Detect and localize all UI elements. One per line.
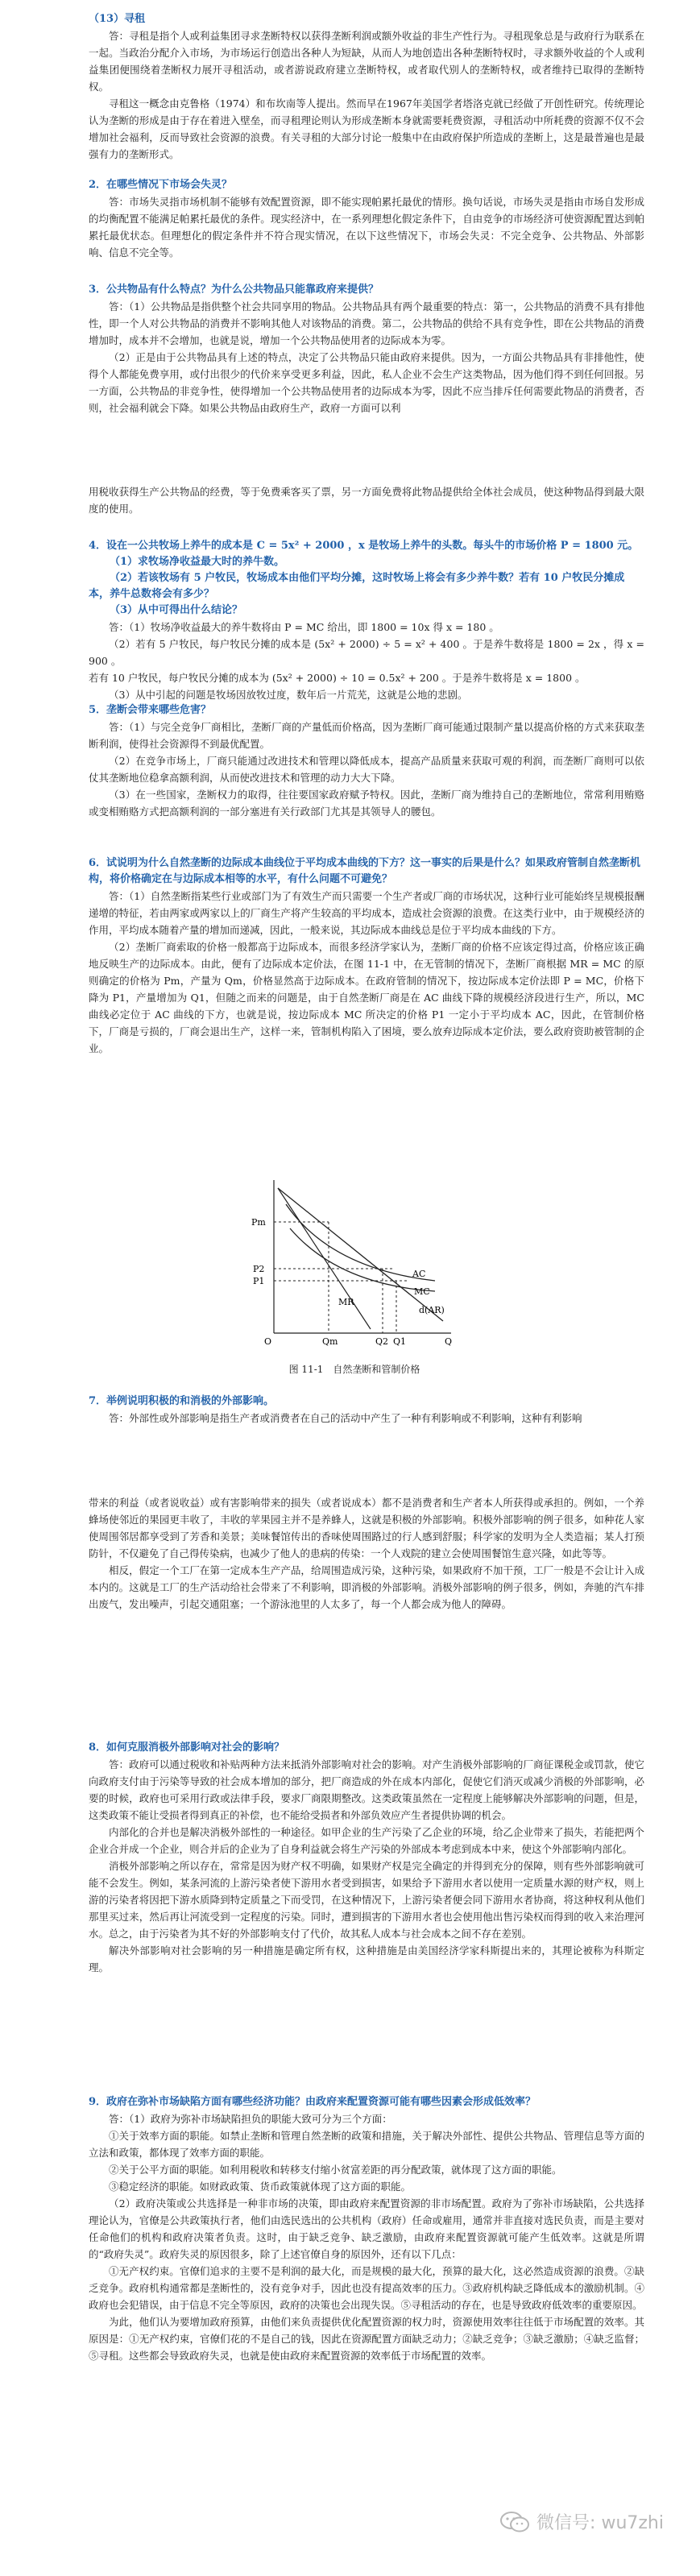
wechat-watermark (499, 2509, 664, 2534)
answer-paragraph: （2）垄断厂商索取的价格一般都高于边际成本，而很多经济学家认为，垄断厂商的价格不应该定得过高，价格应该正确地反映生产的边际成本。由此，便有了边际成本定价法，在图 11-1 中，在无管制的情况下，垄断厂商根据 MR = MC 的原则确定的价格为 Pm，产量为 Qm，价格显然高于边际成本。在政府管制的情况下，按边际成本定价法即 P = MC，价格下降为 P1，产量增加为 Q1，但随之而来的问题是，由于自然垄断厂商是在 AC 曲线下降的规模经济段进行生产，所以，MC 曲线必定位于 AC 曲线的下方，也就是说，按边际成本 MC 所决定的价格 P1 一定小于平均成本 AC，因此，在管制价格下，厂商是亏损的，厂商会退出生产，这样一来，管制机构陷入了困境，要么放弃边际成本定价法，要么政府资助被管制的企业。 (89, 941, 644, 1054)
heading-rent-seeking: （13）寻租 (89, 13, 146, 25)
mc-curve (290, 1228, 435, 1291)
question-7-continued (89, 1494, 644, 1613)
answer-paragraph: （2）若有 5 户牧民，每户牧民分摊的成本是 (5x² + 2000) ÷ 5 = x² + 400 。于是养牛数将是 1800 = 2x ，得 x = 900 。 (89, 638, 644, 667)
question-sub: （2）若该牧场有 5 户牧民，牧场成本由他们平均分摊，这时牧场上将会有多少养牛数？若有 10 户牧民分摊成本，养牛总数将会有多少？ (89, 572, 625, 600)
label-p1: P1 (253, 1276, 265, 1286)
question-9 (89, 2094, 644, 2364)
question-3-continued (89, 483, 644, 517)
answer-paragraph: 带来的利益（或者说收益）或有害影响带来的损失（或者说成本）都不是消费者和生产者本人所获得或承担的。例如，一个养蜂场使邻近的果园更丰收了，丰收的苹果园主并不是养蜂人，这就是积极的外部影响。积极外部影响的例子很多，如种花人家使周围邻居都享受到了芳香和美景；美味餐馆传出的香味使周围路过的行人感到舒服；科学家的发明为全人类造福；某人打预防针，不仅避免了自己得传染病，也减少了他人的患病的传染：一个人戏院的建立会使周围餐馆生意兴隆，如此等等。 (89, 1497, 644, 1559)
label-origin: O (264, 1336, 272, 1347)
answer-paragraph: ①无产权约束。官僚们追求的主要不是利润的最大化，而是规模的最大化，预算的最大化，这必然造成资源的浪费。②缺乏竞争。政府机构通常都是垄断性的，没有竞争对手，因此也没有提高效率的压力。③政府机构缺乏降低成本的激励机制。④政府也会犯错误，由于信息不完全等原因，政府的决策也会出现失误。⑤寻租活动的存在，也是导致政府低效率的重要原因。 (89, 2265, 644, 2311)
figure-caption: 图 11-1 自然垄断和管制价格 (288, 1364, 420, 1375)
watermark-text: 微信号: wu7zhi (536, 2513, 664, 2533)
label-q1: Q1 (393, 1336, 407, 1347)
question-heading: 2．在哪些情况下市场会失灵？ (89, 179, 233, 191)
question-heading: 5．垄断会带来哪些危害？ (89, 704, 212, 716)
answer-paragraph: 用税收获得生产公共物品的经费，等于免费乘客买了票，另一方面免费将此物品提供给全体社会成员，使这种物品得到最大限度的使用。 (89, 486, 644, 515)
question-5 (89, 702, 644, 820)
answer-paragraph: 相反，假定一个工厂在第一定成本生产产品，给周围造成污染，这种污染，如果政府不加干预，工厂一般是不会让计入成本内的。这就是工厂的生产活动给社会带来了不利影响，即消极的外部影响。消极外部影响的例子很多，例如，奔驰的汽车排出废气，发出噪声，引起交通阻塞；一个游泳池里的人太多了，每一个人都会成为他人的障碍。 (89, 1564, 644, 1610)
label-mc: MC (414, 1286, 430, 1297)
label-qm: Qm (322, 1336, 338, 1347)
question-8 (89, 1740, 644, 1976)
question-sub: （1）求牧场净收益最大时的养牛数。 (110, 556, 285, 568)
question-heading: 3．公共物品有什么特点？为什么公共物品只能靠政府来提供？ (89, 284, 379, 296)
answer-paragraph: 答：政府可以通过税收和补贴两种方法来抵消外部影响对社会的影响。对产生消极外部影响的厂商征课税金或罚款，使它向政府支付由于污染等导致的社会成本增加的部分，把厂商造成的外在成本内部化，促使它们消灭或减少消极的外部影响，必要的时候，政府也可采用行政或法律手段，要求厂商限期整改。这类政策虽然在一定程度上能够解决外部影响的问题，但是，这类政策不能让受损者得到真正的补偿，也不能给受损者和外部负效应产生者提供协调的机会。 (89, 1758, 644, 1821)
answer-paragraph: 答：（1）政府为弥补市场缺陷担负的职能大致可分为三个方面： (109, 2113, 392, 2125)
label-mr: MR (338, 1297, 354, 1307)
answer-paragraph: 答：（1）与完全竞争厂商相比，垄断厂商的产量低而价格高，因为垄断厂商可能通过限制产量以提高价格的方式来获取垄断利润，使得社会资源得不到最优配置。 (89, 721, 644, 750)
demand-curve (278, 1188, 443, 1321)
paragraph: 答：寻租是指个人或利益集团寻求垄断特权以获得垄断利润或额外收益的非生产性行为。寻租现象总是与政府行为联系在一起。当政治分配介入市场，为市场运行创造出各种人为短缺，从而人为地创造出各种垄断特权时，寻求额外收益的个人或利益集团便围绕着垄断权力展开寻租活动，或者游说政府建立垄断特权，或者取代别人的垄断特权，或者维持已取得的垄断特权。 (89, 30, 644, 93)
figure-svg (242, 1172, 467, 1357)
question-heading: 9．政府在弥补市场缺陷方面有哪些经济功能？由政府来配置资源可能有哪些因素会形成低效率？ (89, 2096, 536, 2108)
answer-paragraph: 答：外部性或外部影响是指生产者或消费者在自己的活动中产生了一种有利影响或不利影响，这种有利影响 (109, 1412, 582, 1424)
answer-paragraph: 答：（1）牧场净收益最大的养牛数将由 P = MC 给出，即 1800 = 10x 得 x = 180 。 (109, 621, 499, 633)
wechat-icon (499, 2510, 530, 2534)
answer-paragraph: （2）在竞争市场上，厂商只能通过改进技术和管理以降低成本，提高产品质量来获取可观的利润，而垄断厂商则可以依仗其垄断地位稳拿高额利润，从而使改进技术和管理的动力大大下降。 (89, 755, 644, 784)
question-3 (89, 282, 644, 416)
question-4 (89, 538, 644, 703)
question-sub: （3）从中可得出什么结论？ (110, 604, 243, 616)
answer-paragraph: （2）正是由于公共物品具有上述的特点，决定了公共物品只能由政府来提供。因为，一方面公共物品具有非排他性，使得个人都能免费享用，或付出很少的代价来享受更多利益，因此，私人企业不会生产这类物品，因为他们得不到任何回报。另一方面，公共物品的非竞争性，使得增加一个公共物品使用者的边际成本为零，因此不应当排斥任何需要此物品的消费者，否则，社会福利就会下降。如果公共物品由政府生产，政府一方面可以利 (89, 351, 644, 414)
label-pm: Pm (251, 1217, 266, 1228)
answer-paragraph: 答：（1）公共物品是指供整个社会共同享用的物品。公共物品具有两个最重要的特点：第一，公共物品的消费不具有排他性，即一个人对公共物品的消费并不影响其他人对该物品的消费。第二，公共物品的供给不具有竞争性，即在公共物品的消费增加时，成本并不会增加，也就是说，增加一个公共物品使用者的边际成本为零。 (89, 300, 644, 346)
label-q2: Q2 (375, 1336, 389, 1347)
question-heading: 4．设在一公共牧场上养牛的成本是 C = 5x² + 2000 ，x 是牧场上养牛的头数。每头牛的市场价格 P = 1800 元。 (89, 540, 639, 552)
answer-paragraph: ②关于公平方面的职能。如利用税收和转移支付缩小贫富差距的再分配政策，就体现了这方面的职能。 (109, 2164, 562, 2176)
question-heading: 8．如何克服消极外部影响对社会的影响？ (89, 1741, 285, 1754)
answer-paragraph: 若有 10 户牧民，每户牧民分摊的成本为 (5x² + 2000) ÷ 10 = 0.5x² + 200 。于是养牛数将是 x = 1800 。 (89, 672, 586, 684)
figure-natural-monopoly (242, 1172, 467, 1376)
answer-paragraph: （2）政府决策或公共选择是一种非市场的决策，即由政府来配置资源的非市场配置。政府为了弥补市场缺陷，公共选择理论认为，官僚是公共政策执行者，他们由选民选出的公共机构（政府）任命或雇用，通常并非直接对选民负责，而是主要对任命他们的机构和政府决策者负责。这时，由于缺乏竞争、缺乏激励，由政府来配置资源就可能产生低效率。这就是所谓的“政府失灵”。政府失灵的原因很多，除了上述官僚自身的原因外，还有以下几点： (89, 2197, 644, 2260)
answer-paragraph: ①关于效率方面的职能。如禁止垄断和管理自然垄断的政策和措施，关于解决外部性、提供公共物品、管理信息等方面的立法和政策，都体现了效率方面的职能。 (89, 2130, 644, 2159)
question-6 (89, 855, 644, 1057)
label-p2: P2 (253, 1264, 265, 1274)
question-heading: 6．试说明为什么自然垄断的边际成本曲线位于平均成本曲线的下方？这一事实的后果是什么？如果政府管制自然垄断机构，将价格确定在与边际成本相等的水平，有什么问题不可避免？ (89, 857, 641, 885)
answer-paragraph: ③稳定经济的职能。如财政政策、货币政策就体现了这方面的职能。 (109, 2180, 412, 2193)
answer-paragraph: 解决外部影响对社会影响的另一种措施是确定所有权，这种措施是由美国经济学家科斯提出来的，其理论被称为科斯定理。 (89, 1944, 644, 1973)
answer-paragraph: 为此，他们认为要增加政府预算，由他们来负责提供优化配置资源的权力时，资源使用效率往往低于市场配置的效率。其原因是：①无产权约束，官僚们花的不是自己的钱，因此在资源配置方面缺乏动力；②缺乏竞争；③缺乏激励；④缺乏监督；⑤寻租。这些都会导致政府失灵，也就是使由政府来配置资源的效率低于市场配置的效率。 (89, 2316, 644, 2362)
paragraph: 寻租这一概念由克鲁格（1974）和布坎南等人提出。然而早在1967年美国学者塔洛克就已经做了开创性研究。传统理论认为垄断的形成是由于存在着进入壁垒，而寻租理论则认为形成垄断本身就需要耗费资源，寻租活动中所耗费的资源不仅不会增加社会福利，反而导致社会资源的浪费。有关寻租的大部分讨论一般集中在由政府保护所造成的垄断上，这是最普遍也是最强有力的垄断形式。 (89, 97, 644, 160)
answer-paragraph: 内部化的合并也是解决消极外部性的一种途径。如甲企业的生产污染了乙企业的环境，给乙企业带来了损失，若能把两个企业合并成一个企业，则合并后的企业为了自身利益就会将生产污染的外部成本考虑到成本中来，使这个外部影响内部化。 (89, 1826, 644, 1855)
label-q: Q (445, 1336, 453, 1347)
answer-paragraph: 消极外部影响之所以存在，常常是因为财产权不明确，如果财产权是完全确定的并得到充分的保障，则有些外部影响就可能不会发生。例如，某条河流的上游污染者使下游用水者受到损害，如果给予下游用水者以使用一定质量水源的财产权，则上游的污染者将因把下游水质降到特定质量之下而受罚，在这种情况下，上游污染者便会同下游用水者协商，将这种权利从他们那里买过来，然后再让河流受到一定程度的污染。同时，遭到损害的下游用水者也会使用他出售污染权而得到的收入来治理河水。总之，由于污染者为其不好的外部影响支付了代价，故其私人成本与社会成本之间不存在差别。 (89, 1860, 644, 1940)
answer-paragraph: 答：市场失灵指市场机制不能够有效配置资源，即不能实现帕累托最优的情形。换句话说，市场失灵是指由市场自发形成的均衡配置不能满足帕累托最优的条件。现实经济中，在一系列理想化假定条件下，自由竞争的市场经济可使资源配置达到帕累托最优状态。但理想化的假定条件并不符合现实情况，在以下这些情况下，市场会失灵：不完全竞争、公共物品、外部影响、信息不完全等。 (89, 196, 644, 259)
label-demand: d(AR) (419, 1305, 445, 1315)
answer-paragraph: 答：（1）自然垄断指某些行业或部门为了有效生产而只需要一个生产者或厂商的市场状况，这种行业可能始终呈规模报酬递增的特征，若由两家或两家以上的厂商生产将产生较高的平均成本，造成社会资源的浪费。在这类行业中，由于规模经济的作用，平均成本随着产量的增加而递减，因此，一般来说，其边际成本曲线总是位于平均成本曲线的下方。 (89, 890, 644, 936)
label-ac: AC (412, 1269, 426, 1279)
question-7 (89, 1394, 644, 1427)
answer-paragraph: （3）在一些国家，垄断权力的取得，往往要国家政府赋予特权。因此，垄断厂商为维持自己的垄断地位，常常利用贿赂或变相贿赂方式把高额利润的一部分塞进有关行政部门尤其是其领导人的腰包。 (89, 789, 644, 818)
answer-paragraph: （3）从中引起的问题是牧场因放牧过度，数年后一片荒芜，这就是公地的悲剧。 (109, 689, 468, 701)
question-heading: 7．举例说明积极的和消极的外部影响。 (89, 1395, 275, 1407)
question-2 (89, 177, 644, 261)
section-rent-seeking (89, 11, 644, 163)
